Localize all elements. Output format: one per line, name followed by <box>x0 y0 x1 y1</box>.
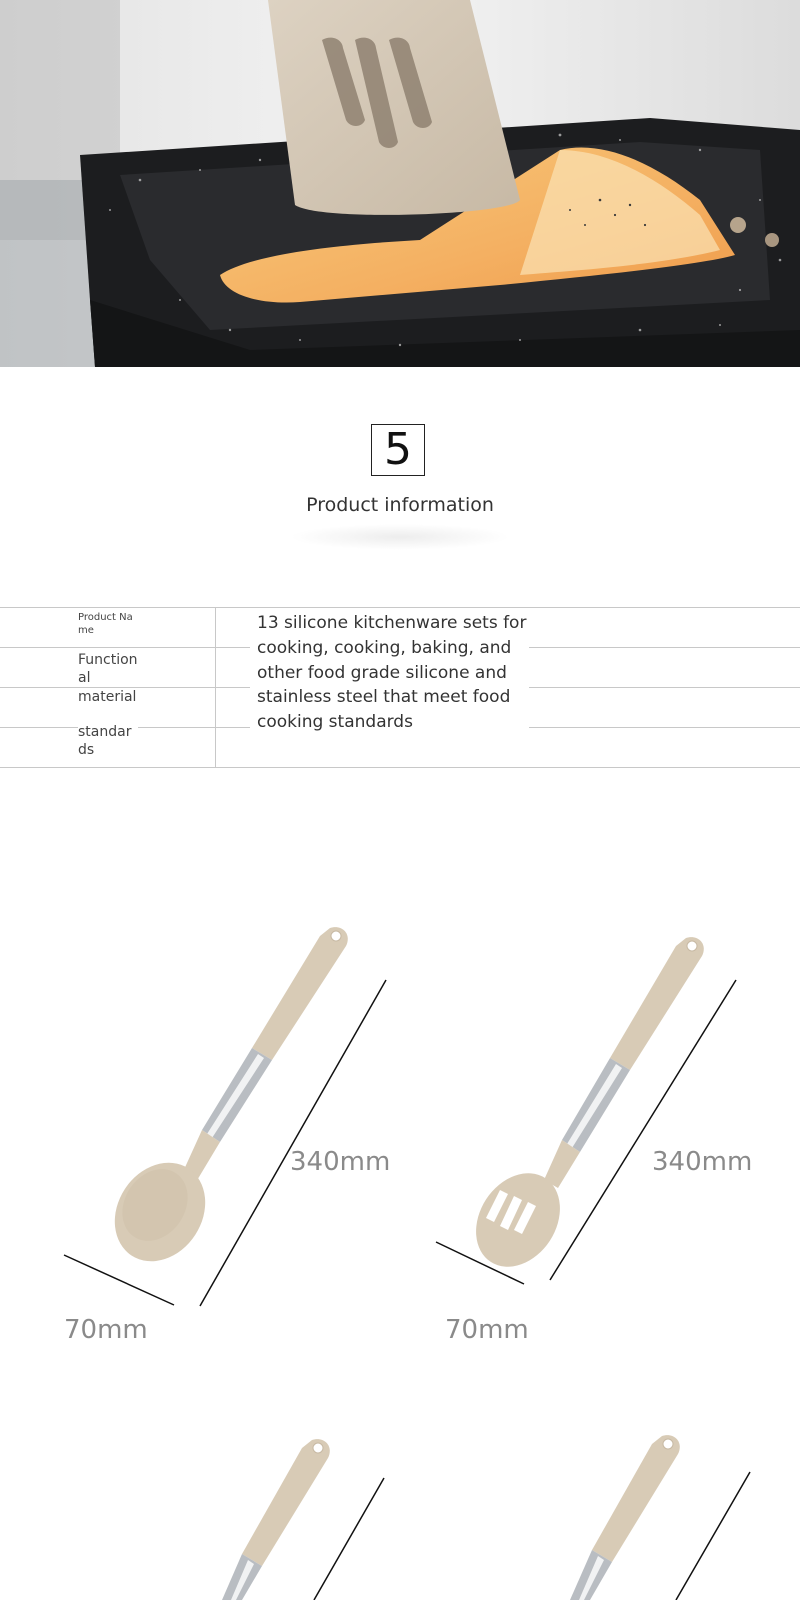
dimension-line-width <box>64 1255 174 1305</box>
spec-label-standards: standards <box>78 724 138 759</box>
width-label: 70mm <box>445 1315 529 1345</box>
length-label: 340mm <box>290 1147 391 1177</box>
spoon-icon <box>222 1439 330 1600</box>
spec-label-material: material <box>78 689 137 705</box>
length-label: 340mm <box>652 1147 753 1177</box>
spec-label-functional: Functional <box>78 652 138 686</box>
title-underline-shadow <box>290 524 510 550</box>
spoon-icon <box>570 1435 680 1600</box>
dimension-line-length <box>676 1472 750 1600</box>
table-column-divider <box>215 607 216 767</box>
dimension-line-length <box>314 1478 384 1600</box>
section-title: Product information <box>306 494 494 516</box>
dimension-line-length <box>200 980 386 1306</box>
hero-image <box>0 0 800 367</box>
spec-value: 13 silicone kitchenware sets for cooking, cooking, baking, and other food grade silicone and stainless steel that meet food cooking standards <box>250 611 529 735</box>
utensil-card <box>400 920 800 1350</box>
table-divider <box>0 767 800 768</box>
utensil-card <box>400 1430 800 1600</box>
spec-label-product-name: Product Name <box>78 611 138 637</box>
spec-table <box>0 607 800 767</box>
section-number: 5 <box>371 424 425 476</box>
table-divider <box>0 607 800 608</box>
utensil-card <box>0 920 400 1350</box>
width-label: 70mm <box>64 1315 148 1345</box>
spoon-icon <box>96 927 347 1278</box>
utensil-card <box>0 1430 400 1600</box>
